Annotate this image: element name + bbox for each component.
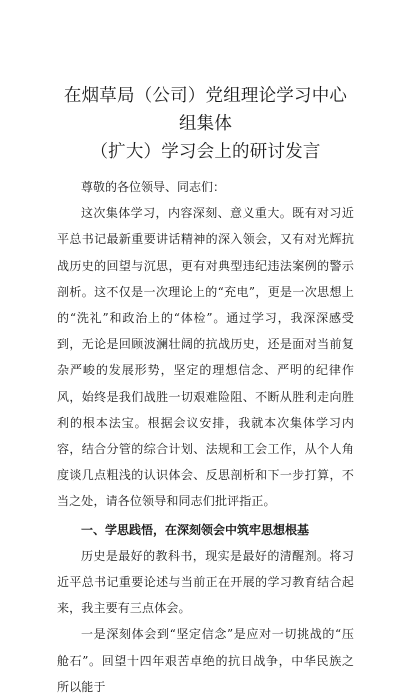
document-title bbox=[57, 82, 354, 166]
title-line-1: 在烟草局（公司）党组理论学习中心组集体 bbox=[63, 86, 348, 134]
salutation: 尊敬的各位领导、同志们： bbox=[81, 180, 226, 194]
title-line-2: （扩大）学习会上的研讨发言 bbox=[90, 142, 321, 162]
intro-paragraph: 这次集体学习，内容深刻、意义重大。既有对习近平总书记最新重要讲话精神的深入领会，又有对光辉抗战历史的回望与沉思，更有对典型违纪违法案例的警示剖析。这不仅是一次理论上的“充电”，更是一次思想上的“洗礼”和政治上的“体检”。通过学习，我深深感受到，无论是回顾波澜壮阔的抗战历史，还是面对当前复杂严峻的发展形势，坚定的理想信念、严明的纪律作风，始终是我们战胜一切艰难险阻、不断从胜利走向胜利的根本法宝。根据会议安排，我就本次集体学习内容，结合分管的综合计划、法规和工会工作，从个人角度谈几点粗浅的认识体会、反思剖析和下一步打算，不当之处，请各位领导和同志们批评指正。 bbox=[57, 206, 354, 509]
section-1-heading: 一、学思践悟，在深刻领会中筑牢思想根基 bbox=[81, 522, 310, 537]
section-1-paragraph-1: 历史是最好的教科书，现实是最好的清醒剂。将习近平总书记重要论述与当前正在开展的学习教育结合起来，我主要有三点体会。 bbox=[57, 548, 354, 616]
section-1-paragraph-2: 一是深刻体会到“坚定信念”是应对一切挑战的“压舱石”。回望十四年艰苦卓绝的抗日战争，中华民族之所以能于 bbox=[57, 627, 354, 694]
